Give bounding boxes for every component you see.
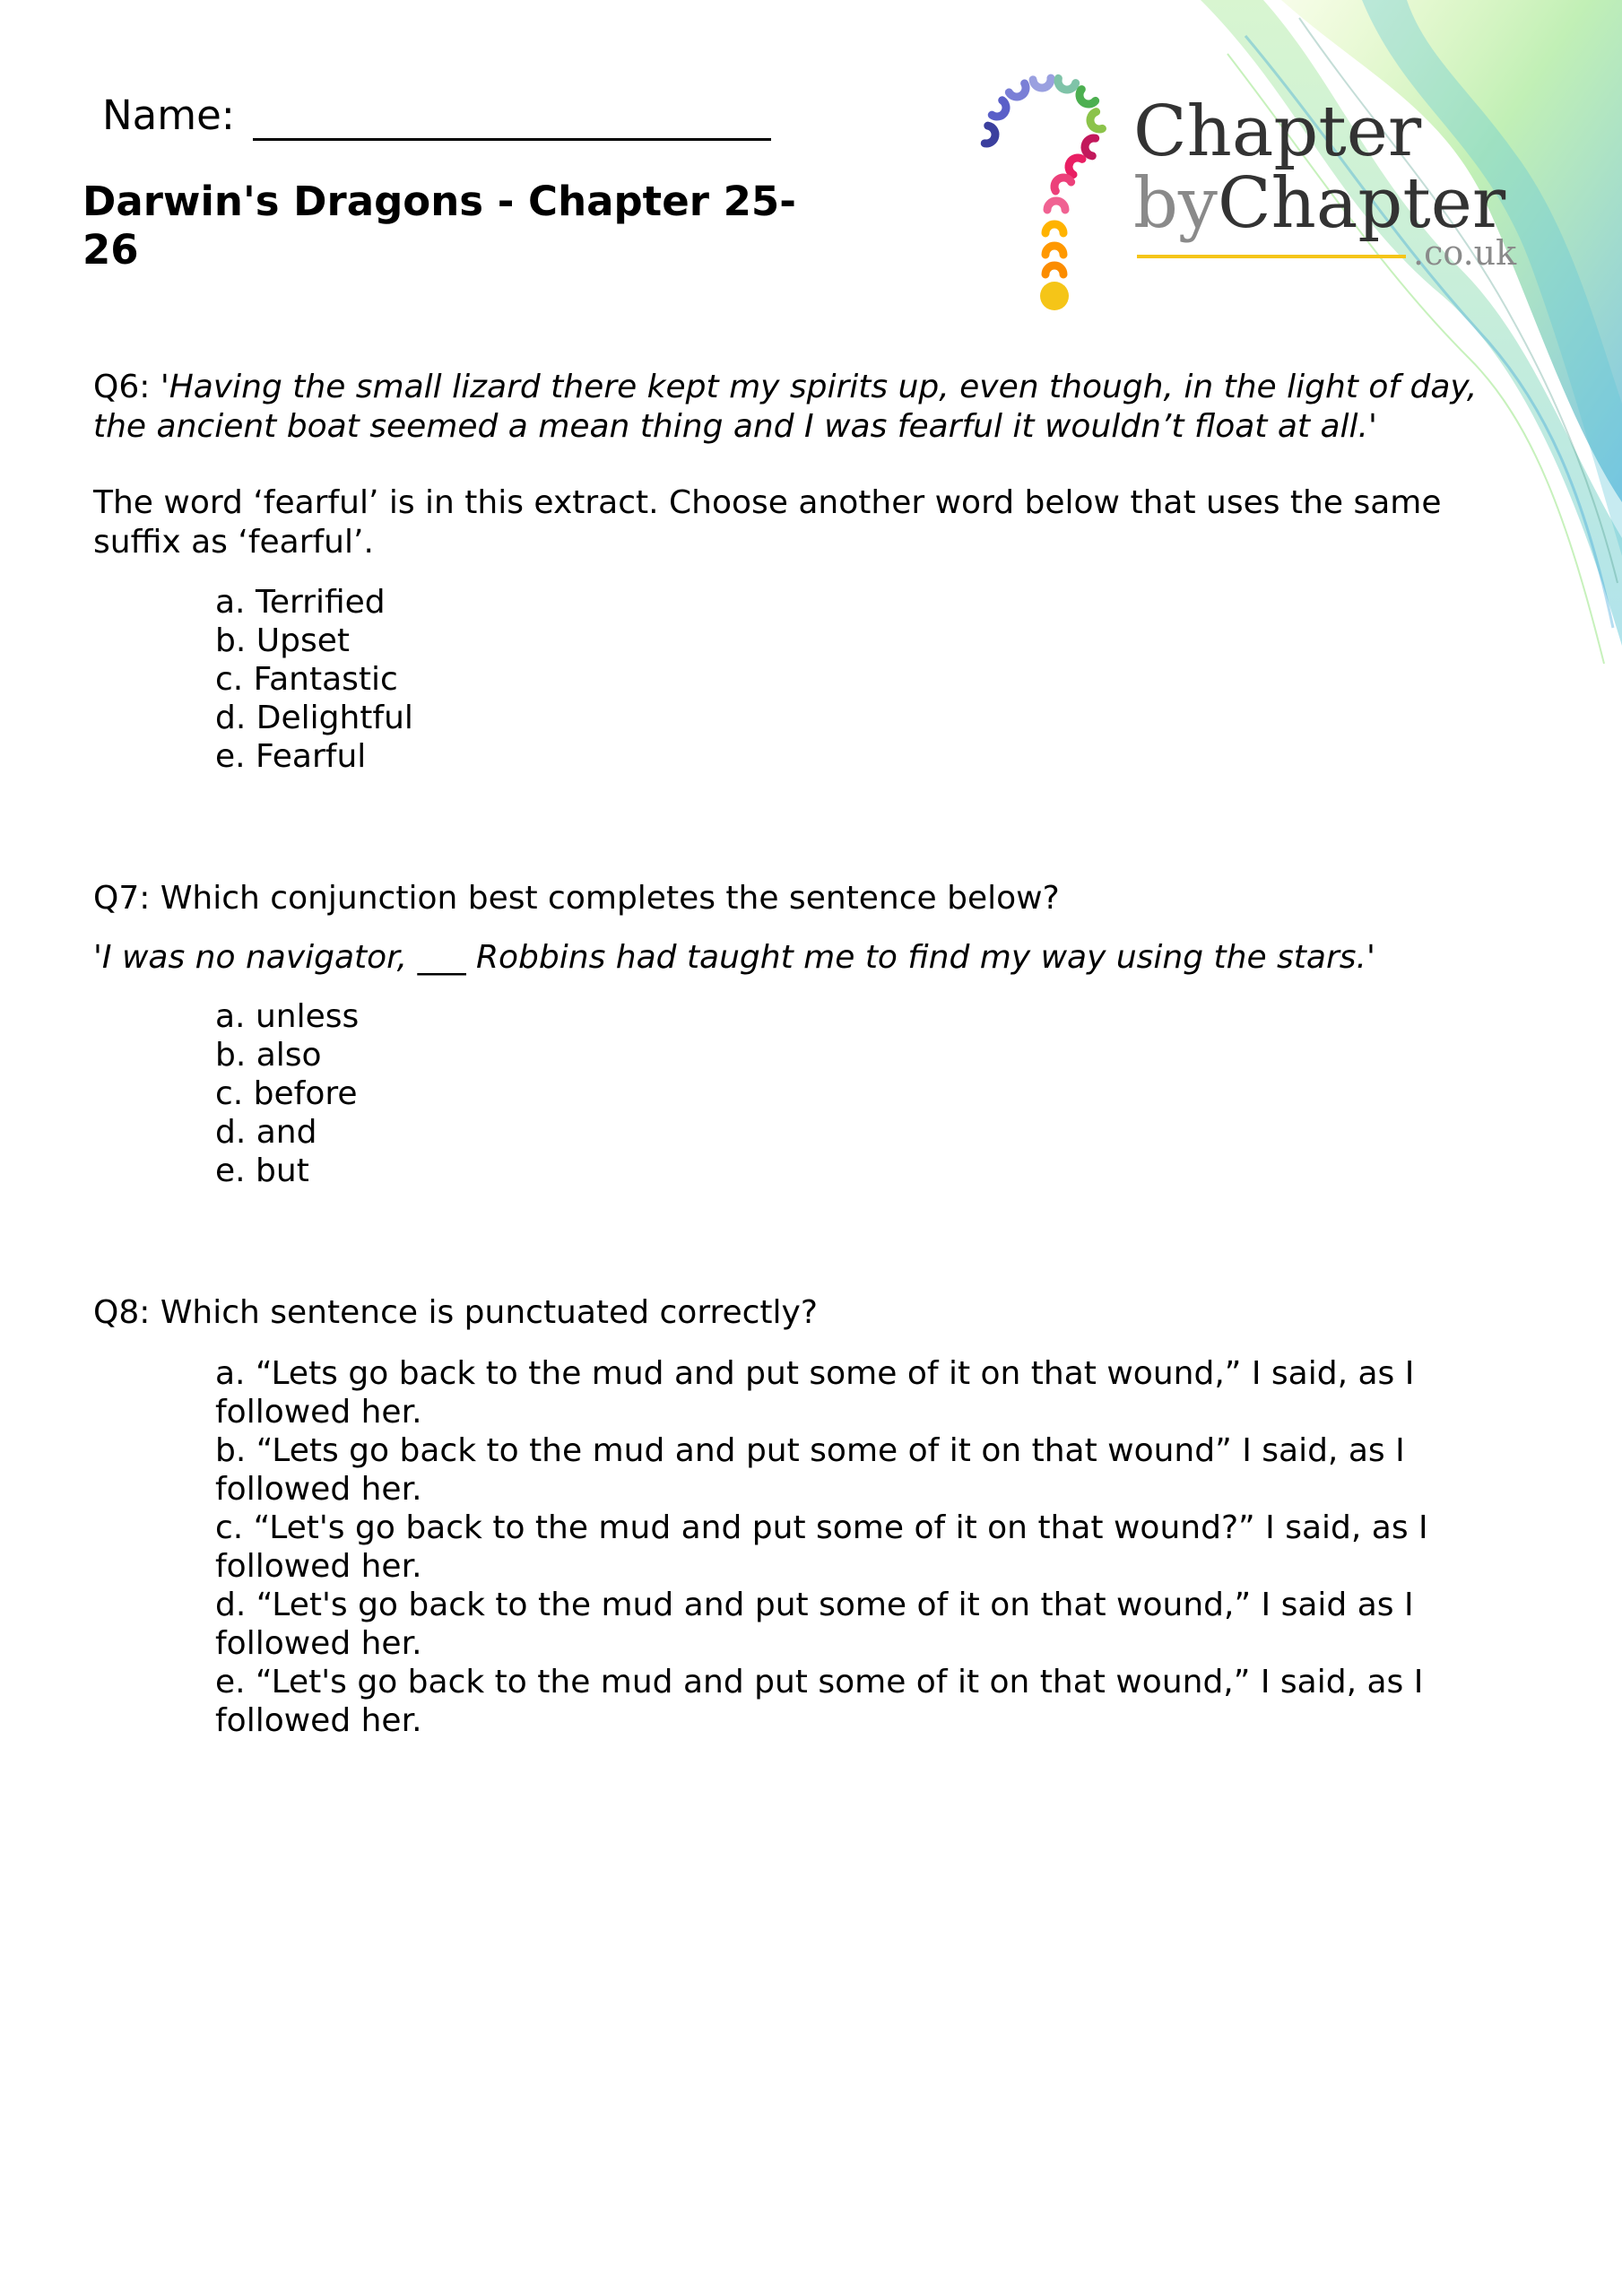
q8-option-b[interactable]: b. “Lets go back to the mud and put some of it on that wound” I said, as I followed her. [215, 1432, 1405, 1508]
q7-option-a[interactable]: a. unless [215, 998, 360, 1035]
name-field-line[interactable] [253, 138, 771, 141]
worksheet-title: Darwin's Dragons - Chapter 25-26 [82, 178, 796, 274]
q7-option-c[interactable]: c. before [215, 1075, 358, 1112]
q6-label: Q6: [93, 369, 151, 405]
q7-option-d[interactable]: d. and [215, 1114, 317, 1151]
logo-text-by-chapter [1133, 163, 1505, 244]
logo-text-by: by [1133, 163, 1218, 244]
q6-prompt [93, 368, 1528, 447]
q6-option-e[interactable]: e. Fearful [215, 738, 367, 775]
q6-option-c[interactable]: c. Fantastic [215, 661, 398, 698]
q8-option-c[interactable]: c. “Let's go back to the mud and put some of it on that wound?” I said, as I followed her. [215, 1509, 1428, 1585]
q6-question: The word ‘fearful’ is in this extract. Choose another word below that uses the same suffix as ‘fearful’. [93, 484, 1442, 561]
q8-options [215, 1354, 1488, 1740]
q6-options [215, 583, 413, 776]
q6-option-a[interactable]: a. Terrified [215, 584, 386, 621]
q8-question: Q8: Which sentence is punctuated correctly? [93, 1294, 818, 1331]
logo-domain-suffix: .co.uk [1413, 233, 1517, 273]
q7-question: Q7: Which conjunction best completes the sentence below? [93, 880, 1060, 917]
q6-quote: 'Having the small lizard there kept my spirits up, even though, in the light of day, the ancient boat seemed a mean thing and I was fearful it wouldn’t float at all.' [93, 369, 1478, 445]
q8-option-d[interactable]: d. “Let's go back to the mud and put some of it on that wound,” I said as I followed her. [215, 1587, 1414, 1662]
logo-text-chapter-2: Chapter [1218, 163, 1506, 244]
chapter-by-chapter-logo [967, 52, 1540, 312]
q7-option-e[interactable]: e. but [215, 1152, 309, 1189]
q7-option-b[interactable]: b. also [215, 1037, 322, 1074]
q8-option-e[interactable]: e. “Let's go back to the mud and put some of it on that wound,” I said, as I followed her. [215, 1664, 1424, 1739]
book-question-mark-icon [967, 52, 1128, 312]
name-label: Name: [102, 91, 235, 139]
logo-text-chapter: Chapter [1133, 91, 1422, 172]
q8-option-a[interactable]: a. “Lets go back to the mud and put some of it on that wound,” I said, as I followed her. [215, 1355, 1415, 1431]
logo-underline [1137, 255, 1406, 258]
q6-option-b[interactable]: b. Upset [215, 622, 350, 659]
q7-sentence: 'I was no navigator, ___ Robbins had taught me to find my way using the stars.' [93, 939, 1375, 976]
q7-options [215, 997, 359, 1190]
q6-option-d[interactable]: d. Delightful [215, 700, 413, 736]
